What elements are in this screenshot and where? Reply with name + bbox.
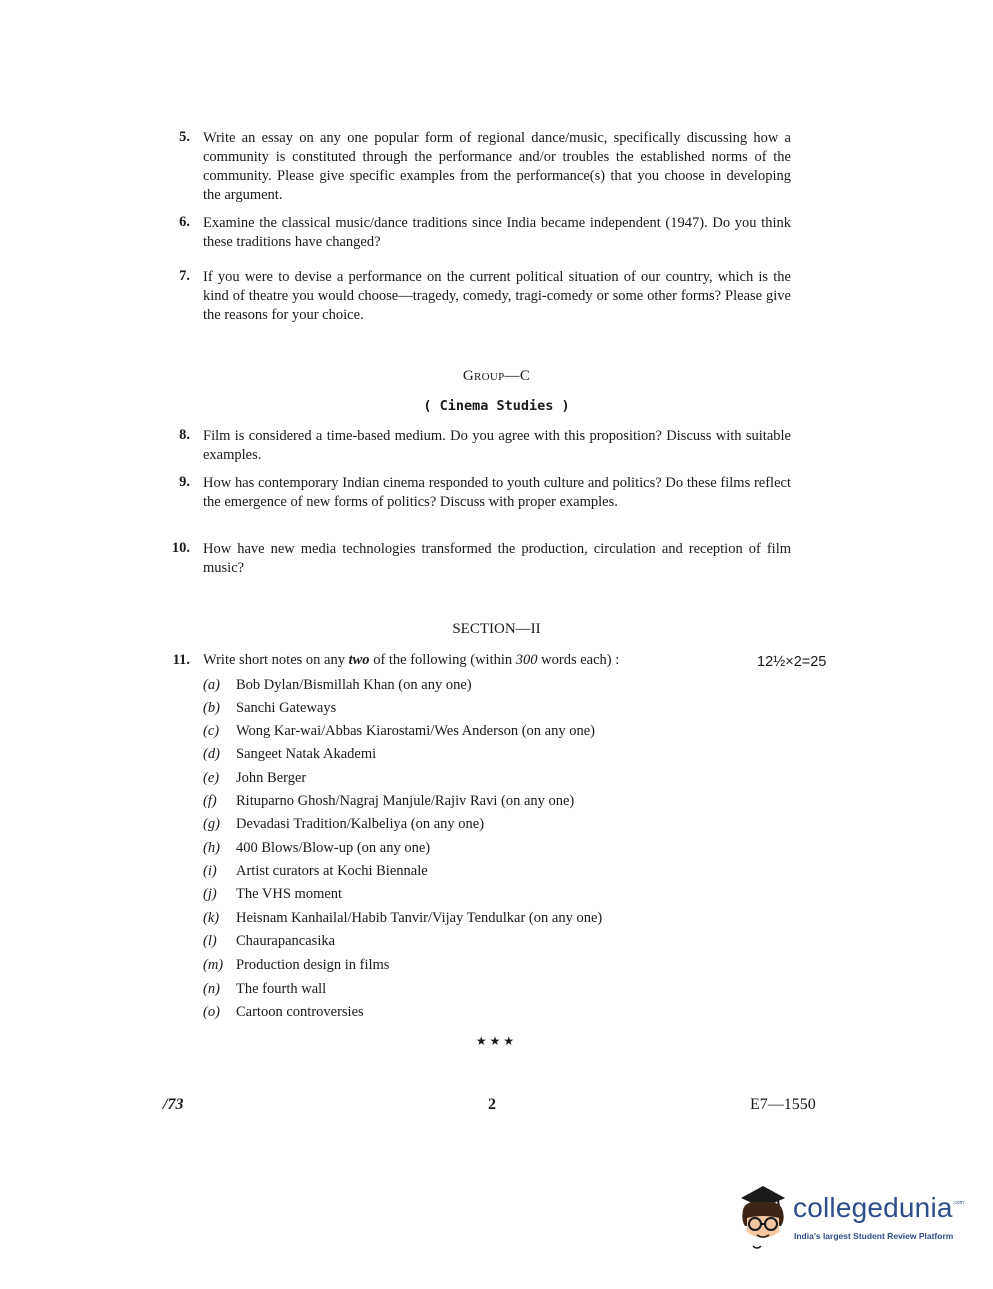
option-label: (n) (203, 981, 220, 997)
option-text: Sangeet Natak Akademi (236, 746, 377, 762)
option-text: 400 Blows/Blow-up (on any one) (236, 840, 431, 856)
option-label: (j) (203, 886, 217, 902)
marks: 12½×2=25 (757, 654, 827, 670)
option-label: (g) (203, 816, 220, 832)
group-c-subtitle: ( Cinema Studies ) (423, 398, 570, 414)
question-number: 10. (171, 540, 190, 556)
option-text: The fourth wall (236, 981, 327, 997)
option-text: The VHS moment (236, 886, 343, 902)
option-text: Devadasi Tradition/Kalbeliya (on any one) (236, 816, 485, 832)
question-text: Write an essay on any one popular form of regional dance/music, specifically discussing how a community is constituted through the performance and/or troubles the established norms of the community. Please give specific examples from the performance(s) that you choose in developing the argument. (203, 130, 791, 203)
question-text: If you were to devise a performance on the current political situation of our country, which is the kind of theatre you would choose—tragedy, comedy, tragi-comedy or some other forms? Please give the reasons for your choice. (203, 269, 791, 323)
option-text: Cartoon controversies (236, 1004, 364, 1020)
option-text: Heisnam Kanhailal/Habib Tanvir/Vijay Tendulkar (on any one) (236, 910, 603, 926)
option-label: (o) (203, 1004, 220, 1020)
question-text (203, 652, 619, 669)
option-text: Wong Kar-wai/Abbas Kiarostami/Wes Anderson (on any one) (236, 723, 595, 739)
question-number: 9. (179, 474, 190, 490)
option-label: (d) (203, 746, 220, 762)
q11-text-words: 300 (515, 652, 538, 668)
option-text: John Berger (236, 770, 307, 786)
option-label: (c) (203, 723, 220, 739)
end-mark: ★★★ (475, 1034, 518, 1048)
option-text: Chaurapancasika (236, 933, 336, 949)
option-label: (m) (203, 957, 224, 973)
section-ii-heading: SECTION—II (452, 621, 541, 637)
option-label: (k) (203, 910, 220, 926)
option-label: (l) (203, 933, 217, 949)
option-label: (i) (203, 863, 217, 879)
question-number: 8. (179, 427, 190, 443)
option-label: (b) (203, 700, 220, 716)
brand-tm: .com (953, 1200, 964, 1206)
option-label: (e) (203, 770, 220, 786)
question-number: 7. (179, 268, 190, 284)
option-text: Bob Dylan/Bismillah Khan (on any one) (236, 677, 472, 693)
question-number: 11. (172, 652, 190, 668)
brand-name: collegedunia (793, 1192, 953, 1223)
brand-tagline: India's largest Student Review Platform (794, 1231, 954, 1241)
question-number: 6. (179, 214, 190, 230)
option-text: Production design in films (236, 957, 390, 973)
question-text: How has contemporary Indian cinema responded to youth culture and politics? Do these films reflect the emergence of new forms of politics? Discuss with proper examples. (203, 475, 791, 510)
question-text: Examine the classical music/dance traditions since India became independent (1947). Do you think these traditions have changed? (203, 215, 791, 250)
collegedunia-logo (733, 1180, 963, 1260)
q11-text-two: two (348, 652, 370, 668)
option-text: Artist curators at Kochi Biennale (236, 863, 428, 879)
paper-code: E7—1550 (750, 1096, 816, 1113)
page-number: 2 (488, 1096, 496, 1113)
option-label: (f) (203, 793, 217, 809)
group-c-heading: Group—C (462, 368, 531, 384)
q11-text-post: words each) : (537, 652, 620, 668)
q11-text-mid: of the following (within (369, 652, 516, 668)
question-number: 5. (179, 129, 190, 145)
question-text: How have new media technologies transformed the production, circulation and reception of film music? (203, 541, 791, 576)
option-text: Sanchi Gateways (236, 700, 337, 716)
option-text: Rituparno Ghosh/Nagraj Manjule/Rajiv Ravi (on any one) (236, 793, 575, 809)
question-text: Film is considered a time-based medium. Do you agree with this proposition? Discuss with suitable examples. (203, 428, 791, 463)
q11-text-pre: Write short notes on any (203, 652, 349, 668)
option-label: (h) (203, 840, 220, 856)
footer-code: /73 (163, 1096, 184, 1113)
option-label: (a) (203, 677, 220, 693)
mascot-icon (733, 1180, 793, 1255)
